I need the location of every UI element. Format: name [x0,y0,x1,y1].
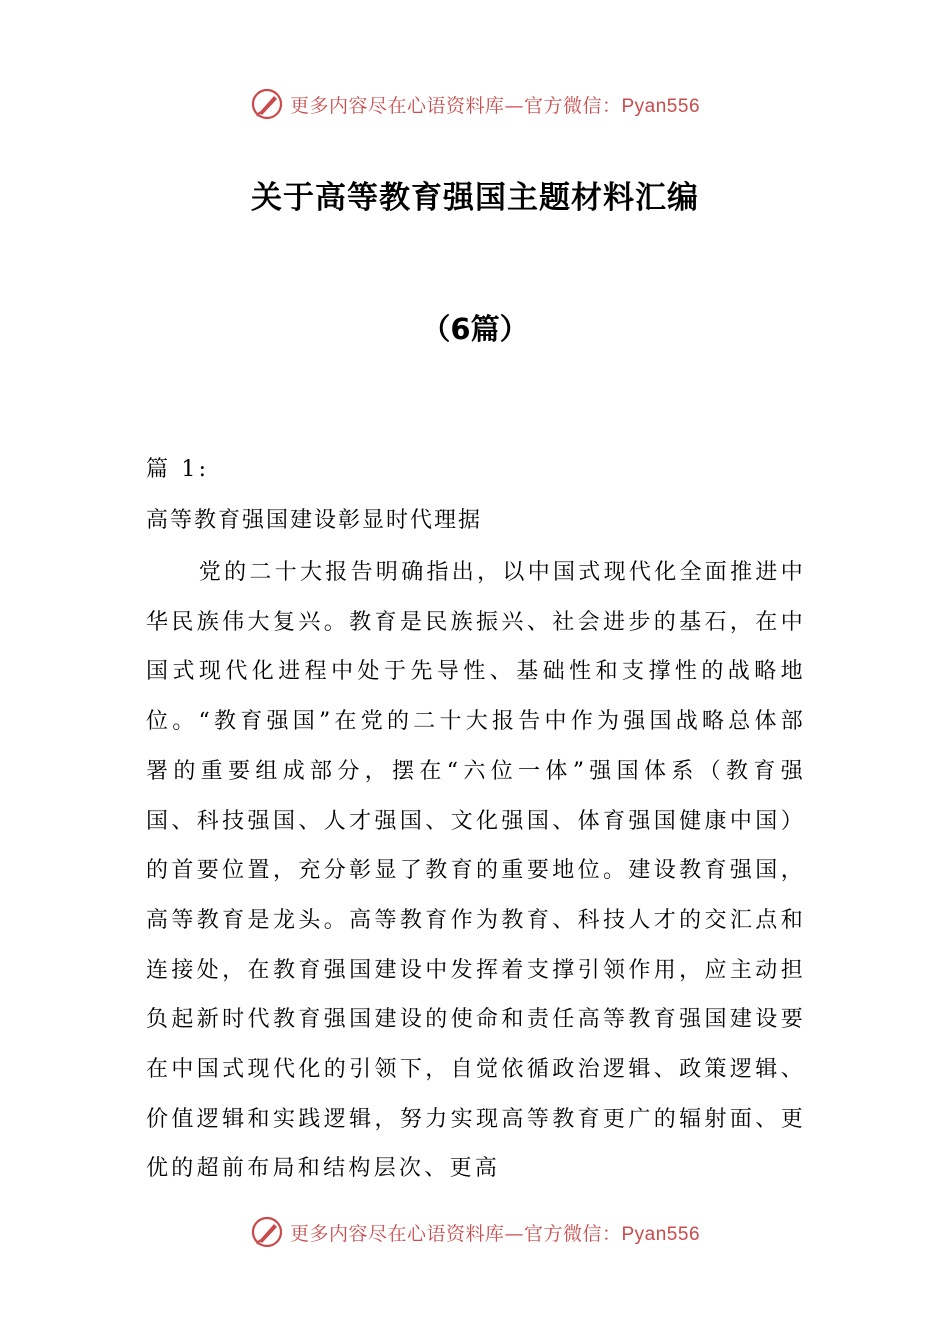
watermark-footer [0,1212,950,1252]
quill-logo-icon [250,1215,284,1249]
watermark-text: 更多内容尽在心语资料库—官方微信：Pyan556 [289,94,701,117]
article-title: 高等教育强国建设彰显时代理据 [146,508,483,533]
section-label: 篇 1: [146,457,210,482]
document-subtitle: （6篇） [421,312,529,346]
watermark-text: 更多内容尽在心语资料库—官方微信：Pyan556 [289,1222,701,1245]
watermark-header [0,84,950,124]
quill-logo-icon [250,87,284,121]
body-paragraph: 党的二十大报告明确指出，以中国式现代化全面推进中华民族伟大复兴。教育是民族振兴、社会进步的基石，在中国式现代化进程中处于先导性、基础性和支撑性的战略地位。“教育强国”在党的二十大报告中作为强国战略总体部署的重要组成部分，摆在“六位一体”强国体系（教育强国、科技强国、人才强国、文化强国、体育强国健康中国）的首要位置，充分彰显了教育的重要地位。建设教育强国，高等教育是龙头。高等教育作为教育、科技人才的交汇点和连接处，在教育强国建设中发挥着支撑引领作用，应主动担负起新时代教育强国建设的使命和责任高等教育强国建设要在中国式现代化的引领下，自觉依循政治逻辑、政策逻辑、价值逻辑和实践逻辑，努力实现高等教育更广的辐射面、更优的超前布局和结构层次、更高 [146,560,806,1182]
document-title: 关于高等教育强国主题材料汇编 [251,180,699,216]
